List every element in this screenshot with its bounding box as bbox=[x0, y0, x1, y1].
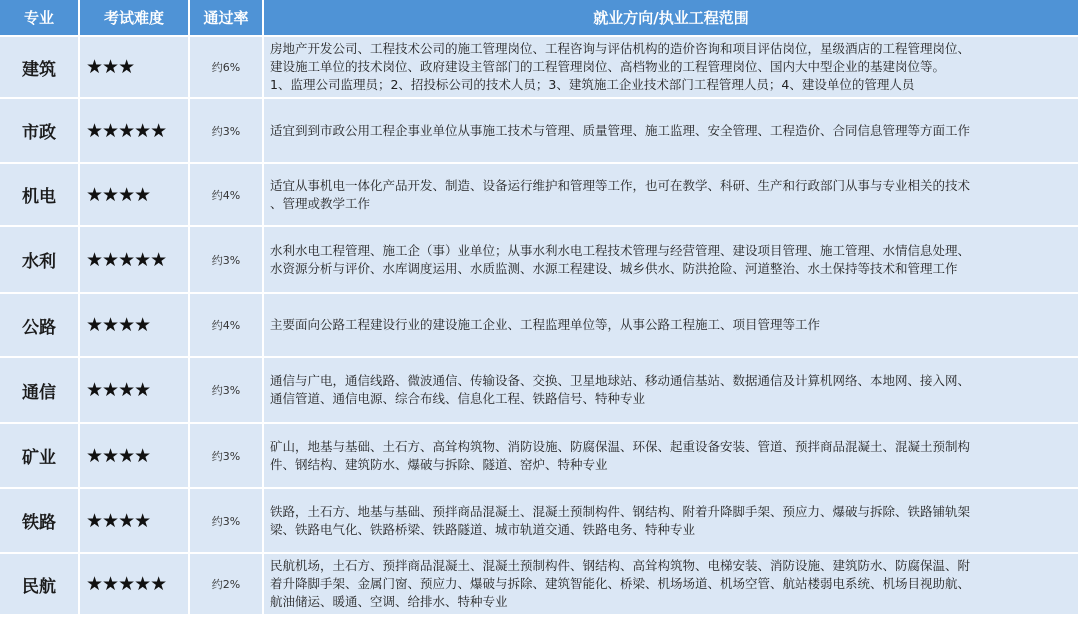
pass-rate: 约2% bbox=[190, 554, 264, 616]
difficulty-stars: ★★★★ bbox=[80, 294, 190, 358]
scope-line: 建设施工单位的技术岗位、政府建设主管部门的工程管理岗位、高档物业的工程管理岗位、国内大中型企业的基建岗位等。 bbox=[270, 59, 946, 74]
table-row bbox=[0, 358, 1080, 424]
scope-cell bbox=[264, 99, 1080, 164]
scope-line: 适宜到到市政公用工程企事业单位从事施工技术与管理、质量管理、施工监理、安全管理、工程造价、合同信息管理等方面工作 bbox=[270, 122, 971, 138]
major-cell: 市政 bbox=[0, 99, 80, 164]
scope-line: 铁路，土石方、地基与基础、预拌商品混凝土、混凝土预制构件、钢结构、附着升降脚手架、预应力、爆破与拆除、铁路铺轨架 bbox=[270, 503, 971, 519]
major-cell: 建筑 bbox=[0, 37, 80, 99]
difficulty-stars: ★★★★ bbox=[80, 358, 190, 424]
major-cell: 公路 bbox=[0, 294, 80, 358]
scope-cell bbox=[264, 489, 1080, 554]
pass-rate: 约4% bbox=[190, 294, 264, 358]
pass-rate: 约3% bbox=[190, 424, 264, 489]
header-major: 专业 bbox=[0, 0, 80, 37]
scope-line: 、管理或教学工作 bbox=[270, 195, 371, 211]
major-cell: 通信 bbox=[0, 358, 80, 424]
table-row bbox=[0, 99, 1080, 164]
table-row bbox=[0, 424, 1080, 489]
table-row bbox=[0, 227, 1080, 294]
major-cell: 民航 bbox=[0, 554, 80, 616]
table-row bbox=[0, 164, 1080, 227]
scope-cell bbox=[264, 358, 1080, 424]
scope-line: 主要面向公路工程建设行业的建设施工企业、工程监理单位等，从事公路工程施工、项目管理等工作 bbox=[270, 317, 821, 332]
major-cell: 机电 bbox=[0, 164, 80, 227]
header-row bbox=[0, 0, 1080, 37]
scope-line: 通信管道、通信电源、综合布线、信息化工程、铁路信号、特种专业 bbox=[270, 391, 646, 406]
table-row bbox=[0, 489, 1080, 554]
scope-line: 民航机场，土石方、预拌商品混凝土、混凝土预制构件、钢结构、高耸构筑物、电梯安装、消防设施、建筑防水、防腐保温、附 bbox=[270, 558, 971, 573]
pass-rate: 约3% bbox=[190, 99, 264, 164]
scope-cell bbox=[264, 164, 1080, 227]
scope-line: 水资源分析与评价、水库调度运用、水质监测、水源工程建设、城乡供水、防洪抢险、河道整治、水土保持等技术和管理工作 bbox=[270, 260, 958, 276]
difficulty-stars: ★★★★★ bbox=[80, 554, 190, 616]
scope-line: 着升降脚手架、金属门窗、预应力、爆破与拆除、建筑智能化、桥梁、机场场道、机场空管、航站楼弱电系统、机场目视助航、 bbox=[270, 576, 971, 591]
difficulty-stars: ★★★★★ bbox=[80, 99, 190, 164]
major-cell: 矿业 bbox=[0, 424, 80, 489]
table-row bbox=[0, 554, 1080, 616]
scope-cell bbox=[264, 294, 1080, 358]
scope-cell bbox=[264, 37, 1080, 99]
pass-rate: 约4% bbox=[190, 164, 264, 227]
scope-line: 件、钢结构、建筑防水、爆破与拆除、隧道、窑炉、特种专业 bbox=[270, 456, 608, 472]
table-row bbox=[0, 37, 1080, 99]
scope-line: 梁、铁路电气化、铁路桥梁、铁路隧道、城市轨道交通、铁路电务、特种专业 bbox=[270, 521, 696, 537]
difficulty-stars: ★★★ bbox=[80, 37, 190, 99]
scope-cell bbox=[264, 424, 1080, 489]
difficulty-stars: ★★★★★ bbox=[80, 227, 190, 294]
scope-cell bbox=[264, 227, 1080, 294]
difficulty-stars: ★★★★ bbox=[80, 424, 190, 489]
header-pass-rate: 通过率 bbox=[190, 0, 264, 37]
major-cell: 水利 bbox=[0, 227, 80, 294]
scope-line: 1、监理公司监理员；2、招投标公司的技术人员；3、建筑施工企业技术部门工程管理人员；4、建设单位的管理人员 bbox=[270, 77, 915, 92]
difficulty-stars: ★★★★ bbox=[80, 489, 190, 554]
pass-rate: 约3% bbox=[190, 489, 264, 554]
scope-cell bbox=[264, 554, 1080, 616]
pass-rate: 约3% bbox=[190, 358, 264, 424]
scope-line: 水利水电工程管理、施工企（事）业单位；从事水利水电工程技术管理与经营管理、建设项目管理、施工管理、水情信息处理、 bbox=[270, 242, 971, 258]
header-scope: 就业方向/执业工程范围 bbox=[264, 0, 1080, 37]
table-row bbox=[0, 294, 1080, 358]
scope-line: 房地产开发公司、工程技术公司的施工管理岗位、工程咨询与评估机构的造价咨询和项目评估岗位，星级酒店的工程管理岗位、 bbox=[270, 41, 971, 56]
scope-line: 通信与广电，通信线路、微波通信、传输设备、交换、卫星地球站、移动通信基站、数据通信及计算机网络、本地网、接入网、 bbox=[270, 373, 971, 388]
header-difficulty: 考试难度 bbox=[80, 0, 190, 37]
difficulty-stars: ★★★★ bbox=[80, 164, 190, 227]
major-cell: 铁路 bbox=[0, 489, 80, 554]
pass-rate: 约3% bbox=[190, 227, 264, 294]
scope-line: 矿山，地基与基础、土石方、高耸构筑物、消防设施、防腐保温、环保、起重设备安装、管道、预拌商品混凝土、混凝土预制构 bbox=[270, 438, 971, 454]
scope-line: 航油储运、暖通、空调、给排水、特种专业 bbox=[270, 594, 508, 609]
scope-line: 适宜从事机电一体化产品开发、制造、设备运行维护和管理等工作，也可在教学、科研、生产和行政部门从事与专业相关的技术 bbox=[270, 177, 971, 193]
pass-rate: 约6% bbox=[190, 37, 264, 99]
